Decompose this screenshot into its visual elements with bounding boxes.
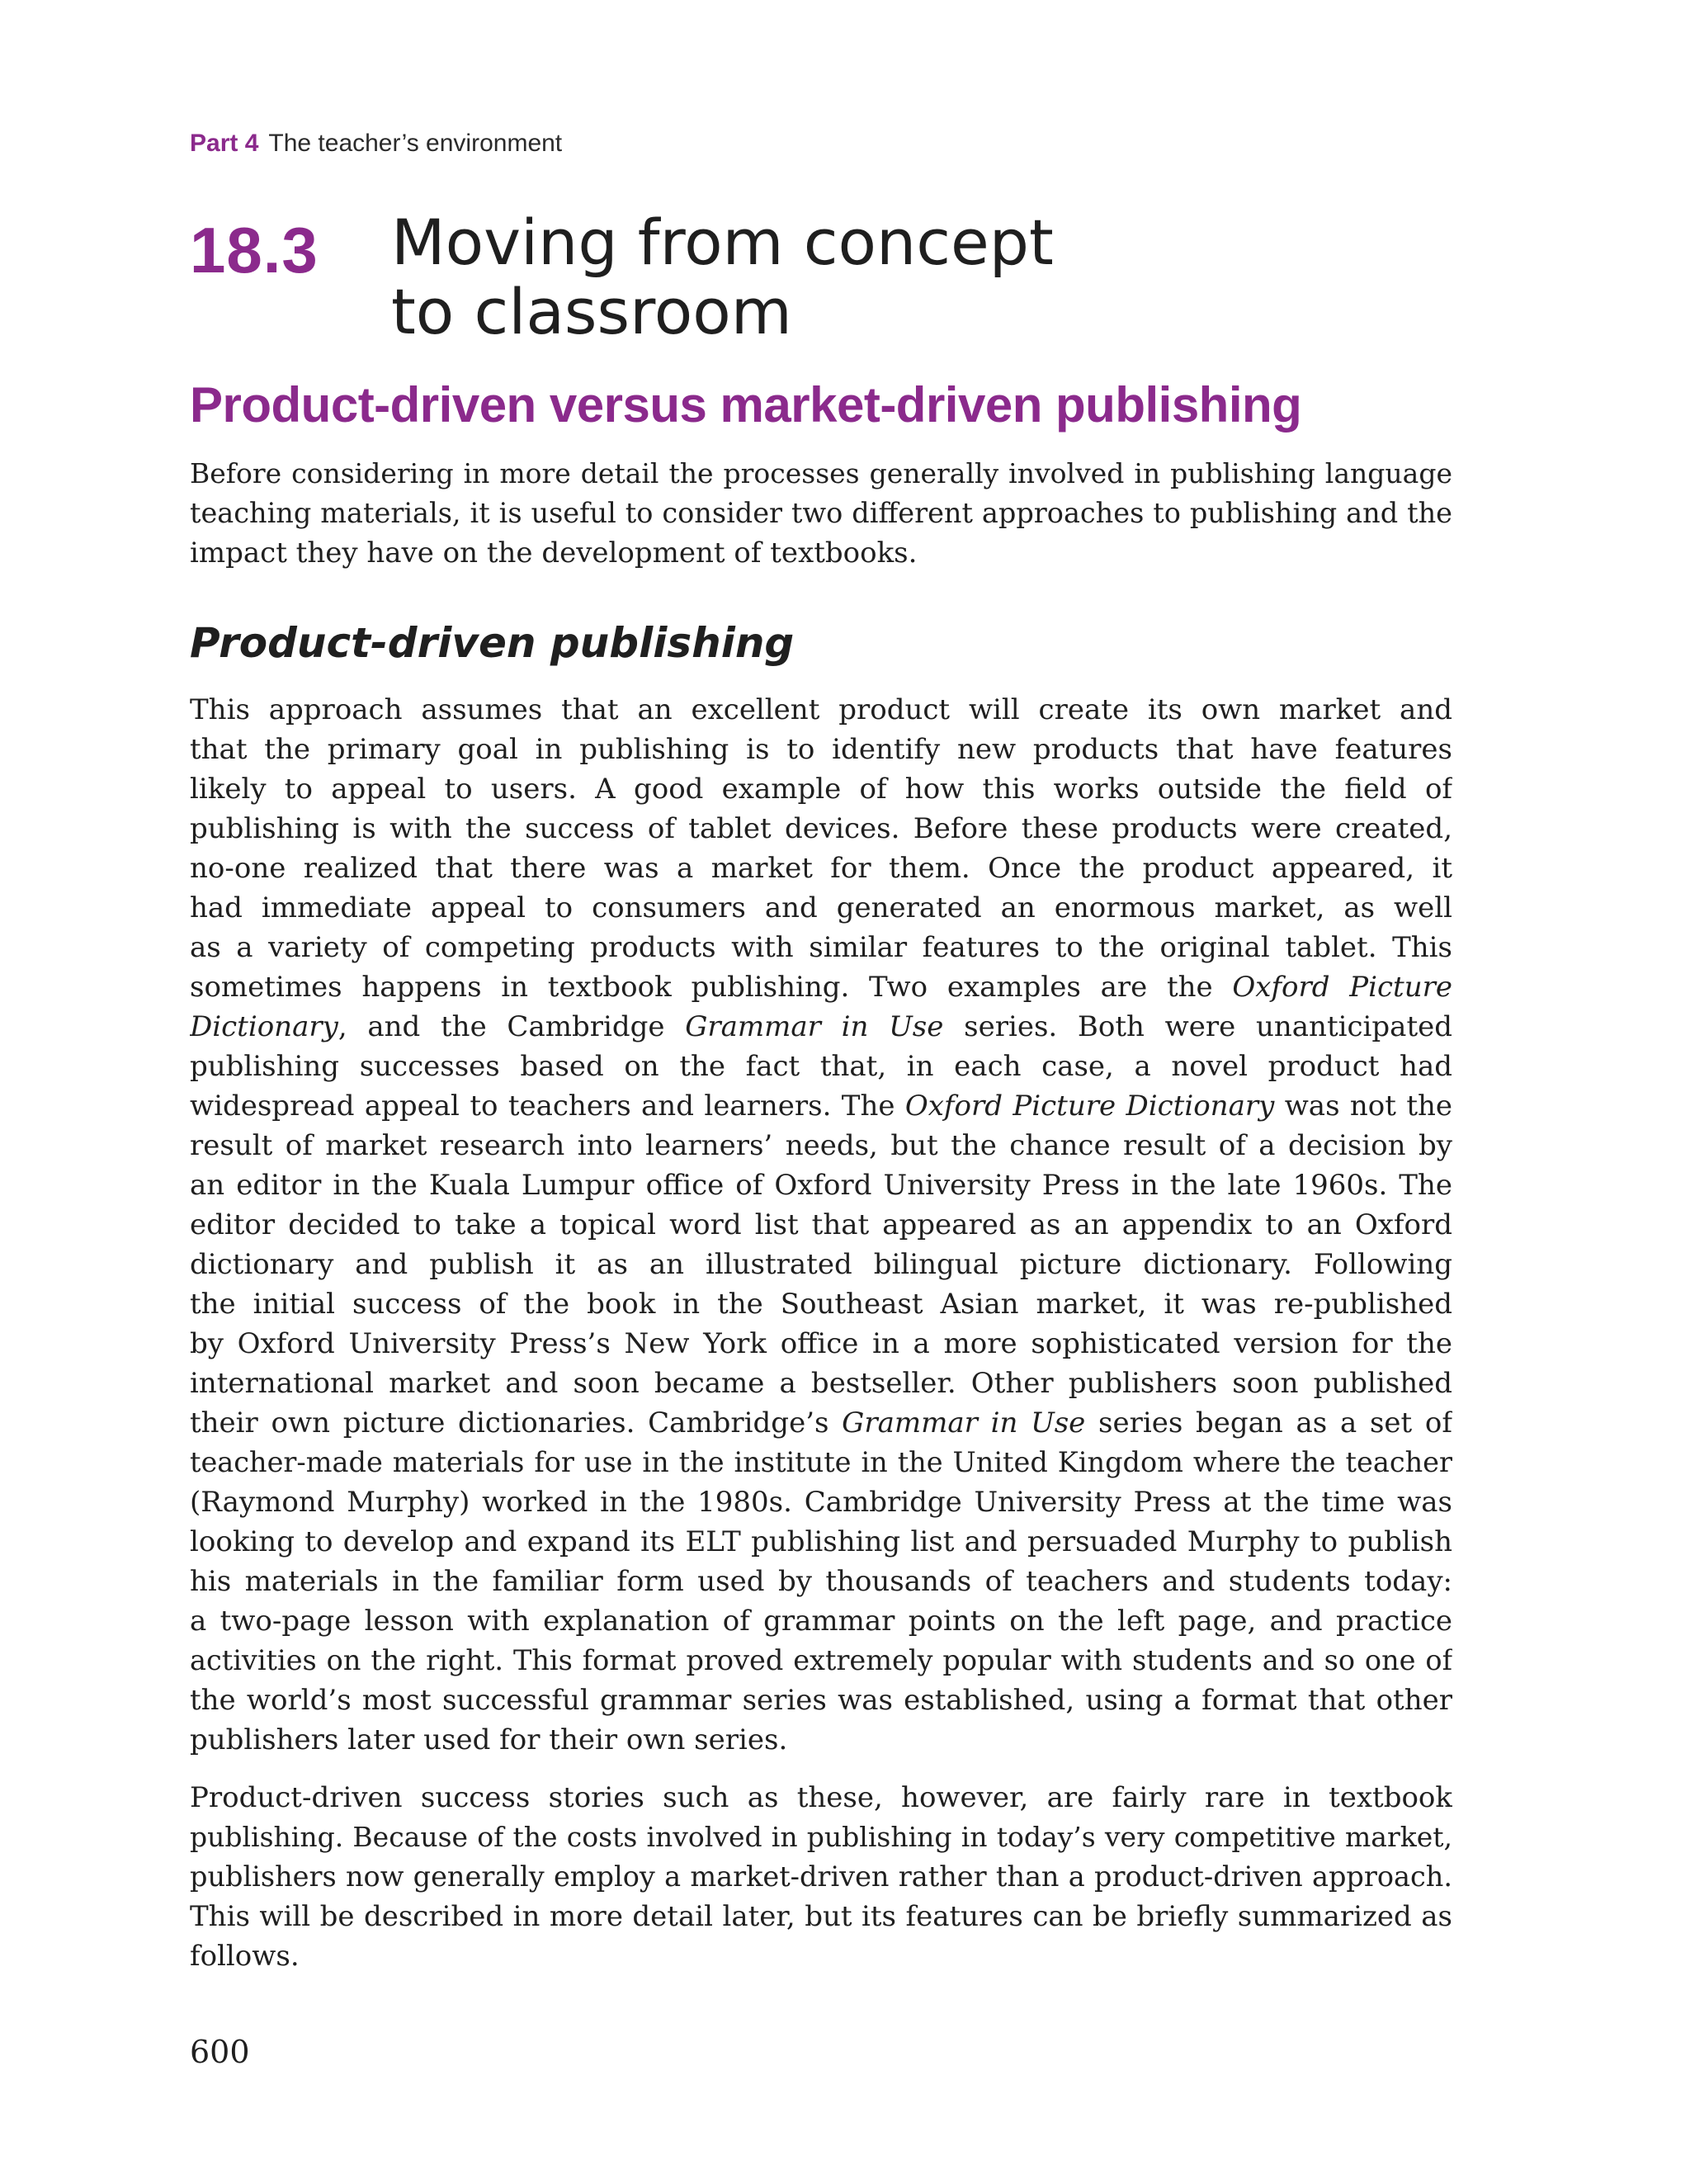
text-line: editor decided to take a topical word list that appeared as an appendix to an Oxford: [190, 1208, 1452, 1241]
text-line: This approach assumes that an excellent product will create its own market and: [190, 693, 1452, 726]
running-head-part: Part 4: [190, 130, 259, 157]
text-line: a two-page lesson with explanation of grammar points on the left page, and practice: [190, 1605, 1452, 1638]
text-line: teaching materials, it is useful to consider two different approaches to publishing and the: [190, 497, 1452, 529]
text-line: [190, 967, 1452, 1007]
book-title-italic: Grammar in Use: [685, 1010, 944, 1043]
text-run: sometimes happens in textbook publishing. Two examples are the: [190, 971, 1233, 1004]
running-head-title: The teacher’s environment: [268, 130, 563, 157]
text-line: [190, 1403, 1452, 1443]
text-line: likely to appeal to users. A good example of how this works outside the field of: [190, 773, 1452, 806]
text-line: no-one realized that there was a market for them. Once the product appeared, it: [190, 852, 1452, 885]
text-line: dictionary and publish it as an illustrated bilingual picture dictionary. Following: [190, 1248, 1452, 1281]
text-line: the initial success of the book in the Southeast Asian market, it was re-published: [190, 1288, 1452, 1321]
text-line: This will be described in more detail later, but its features can be briefly summarized as: [190, 1900, 1452, 1933]
text-line: as a variety of competing products with similar features to the original tablet. This: [190, 931, 1452, 964]
book-title-italic: Grammar in Use: [842, 1406, 1086, 1439]
product-driven-paragraph: [190, 690, 1452, 1760]
text-line: activities on the right. This format proved extremely popular with students and so one of: [190, 1644, 1452, 1676]
running-head: [190, 127, 562, 160]
text-line: follows.: [190, 1940, 300, 1973]
section-number: 18.3: [190, 214, 319, 286]
section-title-line: to classroom: [391, 275, 792, 348]
text-line: Before considering in more detail the processes generally involved in publishing language: [190, 457, 1452, 489]
intro-paragraph: [190, 454, 1452, 573]
text-line: teacher-made materials for use in the institute in the United Kingdom where the teacher: [190, 1446, 1452, 1478]
text-line: publishing is with the success of tablet devices. Before these products were created,: [190, 812, 1452, 845]
text-line: result of market research into learners’ needs, but the chance result of a decision by: [190, 1129, 1452, 1162]
text-line: international market and soon became a bestseller. Other publishers soon published: [190, 1367, 1452, 1400]
text-line: had immediate appeal to consumers and generated an enormous market, as well: [190, 891, 1452, 924]
text-line: Product-driven success stories such as these, however, are fairly rare in textbook: [190, 1781, 1452, 1814]
text-line: publishing. Because of the costs involved in publishing in today’s very competitive market,: [190, 1821, 1452, 1853]
book-title-italic: Dictionary: [190, 1010, 338, 1043]
text-run: series. Both were unanticipated: [943, 1010, 1452, 1043]
text-line: that the primary goal in publishing is to identify new products that have features: [190, 733, 1452, 766]
text-line: by Oxford University Press’s New York office in a more sophisticated version for the: [190, 1327, 1452, 1360]
text-line: the world’s most successful grammar series was established, using a format that other: [190, 1684, 1452, 1717]
text-run: series began as a set of: [1085, 1406, 1452, 1439]
section-title-line: Moving from concept: [391, 206, 1054, 279]
page-number: 600: [190, 2034, 250, 2070]
text-line: [190, 1086, 1452, 1126]
closing-paragraph: [190, 1778, 1452, 1976]
text-line: publishing successes based on the fact that, in each case, a novel product had: [190, 1050, 1452, 1083]
text-line: publishers later used for their own series.: [190, 1723, 788, 1756]
text-run: , and the Cambridge: [338, 1010, 686, 1043]
text-line: [190, 1007, 1452, 1047]
text-line: publishers now generally employ a market-driven rather than a product-driven approach.: [190, 1860, 1452, 1893]
text-line: (Raymond Murphy) worked in the 1980s. Cambridge University Press at the time was: [190, 1486, 1452, 1519]
text-line: his materials in the familiar form used by thousands of teachers and students today:: [190, 1565, 1452, 1598]
text-line: impact they have on the development of textbooks.: [190, 537, 918, 570]
subsection-heading: Product-driven versus market-driven publishing: [190, 377, 1302, 433]
text-run: widespread appeal to teachers and learners. The: [190, 1090, 905, 1123]
text-run: their own picture dictionaries. Cambridge’s: [190, 1406, 843, 1439]
text-line: looking to develop and expand its ELT publishing list and persuaded Murphy to publish: [190, 1525, 1452, 1558]
subheading-italic: Product-driven publishing: [190, 619, 795, 667]
section-title: [391, 208, 1134, 347]
text-line: an editor in the Kuala Lumpur office of Oxford University Press in the late 1960s. The: [190, 1169, 1452, 1202]
book-title-italic: Oxford Picture: [1232, 971, 1452, 1004]
book-title-italic: Oxford Picture Dictionary: [904, 1090, 1275, 1123]
text-run: was not the: [1274, 1090, 1452, 1123]
